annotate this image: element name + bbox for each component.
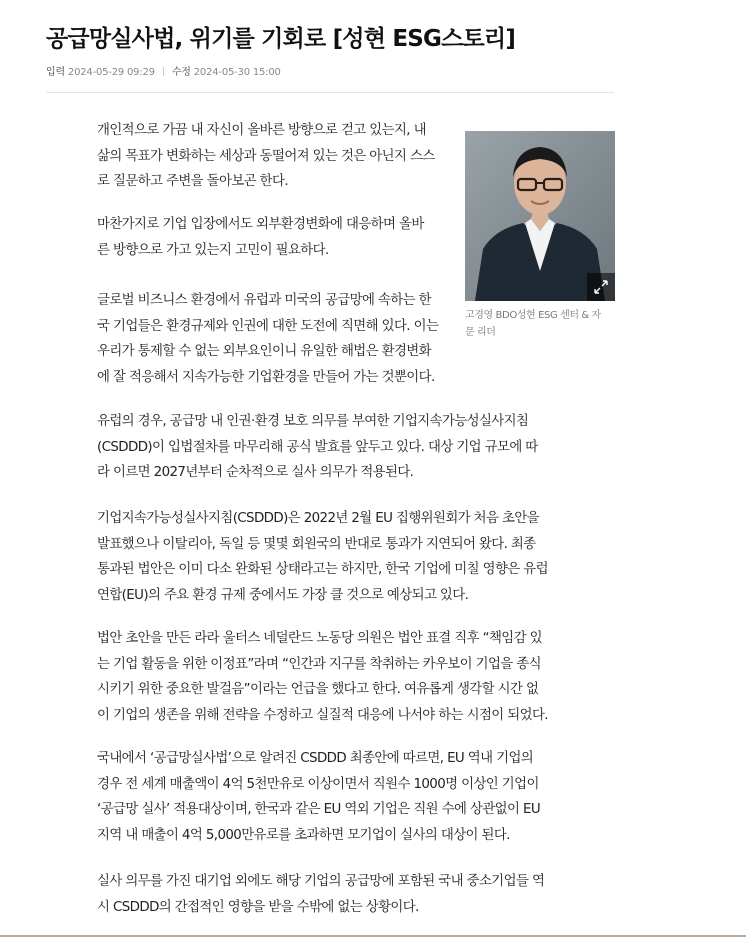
article-paragraph-7 [97,746,540,848]
paragraph-line: 마찬가지로 기업 입장에서도 외부환경변화에 대응하며 올바 [97,217,424,232]
paragraph-line: 시키기 위한 중요한 발걸음”이라는 언급을 했다고 한다. 여유롭게 생각할 시간 없 [97,682,539,697]
photo-caption [465,307,615,341]
article-paragraph-4 [97,409,538,486]
paragraph-line: 기업지속가능성실사지침(CSDDD)은 2022년 2월 EU 집행위원회가 처음 초안을 [97,511,540,526]
author-photo-figure [465,131,615,341]
author-photo[interactable] [465,131,615,301]
paragraph-line: 로 질문하고 주변을 돌아보곤 한다. [97,174,288,189]
paragraph-line: 법안 초안을 만든 라라 울터스 네덜란드 노동당 의원은 법안 표결 직후 “책임감 있 [97,631,542,646]
article-meta [46,63,281,78]
article-paragraph-5 [97,506,548,608]
input-label: 입력 [46,67,65,78]
header-divider [46,92,614,93]
paragraph-line: 통과된 법안은 이미 다소 완화된 상태라고는 하지만, 한국 기업에 미칠 영향은 유럽 [97,562,548,577]
caption-line: 고경영 BDO성현 ESG 센터 & 자 [465,310,601,321]
paragraph-line: 우리가 통제할 수 없는 외부요인이니 유일한 해법은 환경변화 [97,344,431,359]
paragraph-line: 는 기업 활동을 위한 이정표”라며 “인간과 지구를 착취하는 카우보이 기업을 종식 [97,656,541,672]
paragraph-line: 발표했으나 이탈리아, 독일 등 몇몇 회원국의 반대로 통과가 지연되어 왔다. 최종 [97,536,536,552]
paragraph-line: 국 기업들은 환경규제와 인권에 대한 도전에 직면해 있다. 이는 [97,318,439,334]
paragraph-line: 개인적으로 가끔 내 자신이 올바른 방향으로 걷고 있는지, 내 [97,123,426,138]
article-title: 공급망실사법, 위기를 기회로 [성현 ESG스토리] [46,26,516,52]
paragraph-line: 이 기업의 생존을 위해 전략을 수정하고 실질적 대응에 나서야 하는 시점이 되었다. [97,707,548,723]
article-paragraph-2 [97,212,424,263]
paragraph-line: 국내에서 ‘공급망실사법’으로 알려진 CSDDD 최종안에 따르면, EU 역내 기업의 [97,751,534,766]
paragraph-line: 지역 내 매출이 4억 5,000만유로를 초과하면 모기업이 실사의 대상이 된다. [97,827,510,843]
paragraph-line: 시 CSDDD의 간접적인 영향을 받을 수밖에 없는 상황이다. [97,899,419,915]
paragraph-line: ‘공급망 실사’ 적용대상이며, 한국과 같은 EU 역외 기업은 직원 수에 상관없이 EU [97,802,541,817]
article-paragraph-1 [97,118,435,195]
article-paragraph-6 [97,626,548,728]
expand-icon [594,280,608,294]
meta-divider [163,67,164,76]
paragraph-line: 글로벌 비즈니스 환경에서 유럽과 미국의 공급망에 속하는 한 [97,293,431,308]
paragraph-line: 삶의 목표가 변화하는 세상과 동떨어져 있는 것은 아닌지 스스 [97,148,435,164]
paragraph-line: 른 방향으로 가고 있는지 고민이 필요하다. [97,242,329,258]
paragraph-line: 유럽의 경우, 공급망 내 인권·환경 보호 의무를 부여한 기업지속가능성실사지침 [97,414,529,429]
paragraph-line: 경우 전 세계 매출액이 4억 5천만유로 이상이면서 직원수 1000명 이상인 기업이 [97,776,539,792]
caption-line: 문 리더 [465,327,496,338]
article-paragraph-8 [97,869,544,920]
article-paragraph-3 [97,288,438,390]
edit-label: 수정 [171,67,191,78]
paragraph-line: (CSDDD)이 입법절차를 마무리해 공식 발효를 앞두고 있다. 대상 기업 규모에 따 [97,439,538,455]
paragraph-line: 연합(EU)의 주요 환경 규제 중에서도 가장 클 것으로 예상되고 있다. [97,587,469,603]
photo-expand-button[interactable] [587,273,615,301]
paragraph-line: 라 이르면 2027년부터 순차적으로 실사 의무가 적용된다. [97,465,414,480]
paragraph-line: 에 잘 적응해서 지속가능한 기업환경을 만들어 가는 것뿐이다. [97,369,435,385]
edit-date: 2024-05-30 15:00 [193,67,281,78]
page-bottom-rule [0,935,746,937]
input-date: 2024-05-29 09:29 [67,67,155,78]
paragraph-line: 실사 의무를 가진 대기업 외에도 해당 기업의 공급망에 포함된 국내 중소기업들 역 [97,874,545,889]
